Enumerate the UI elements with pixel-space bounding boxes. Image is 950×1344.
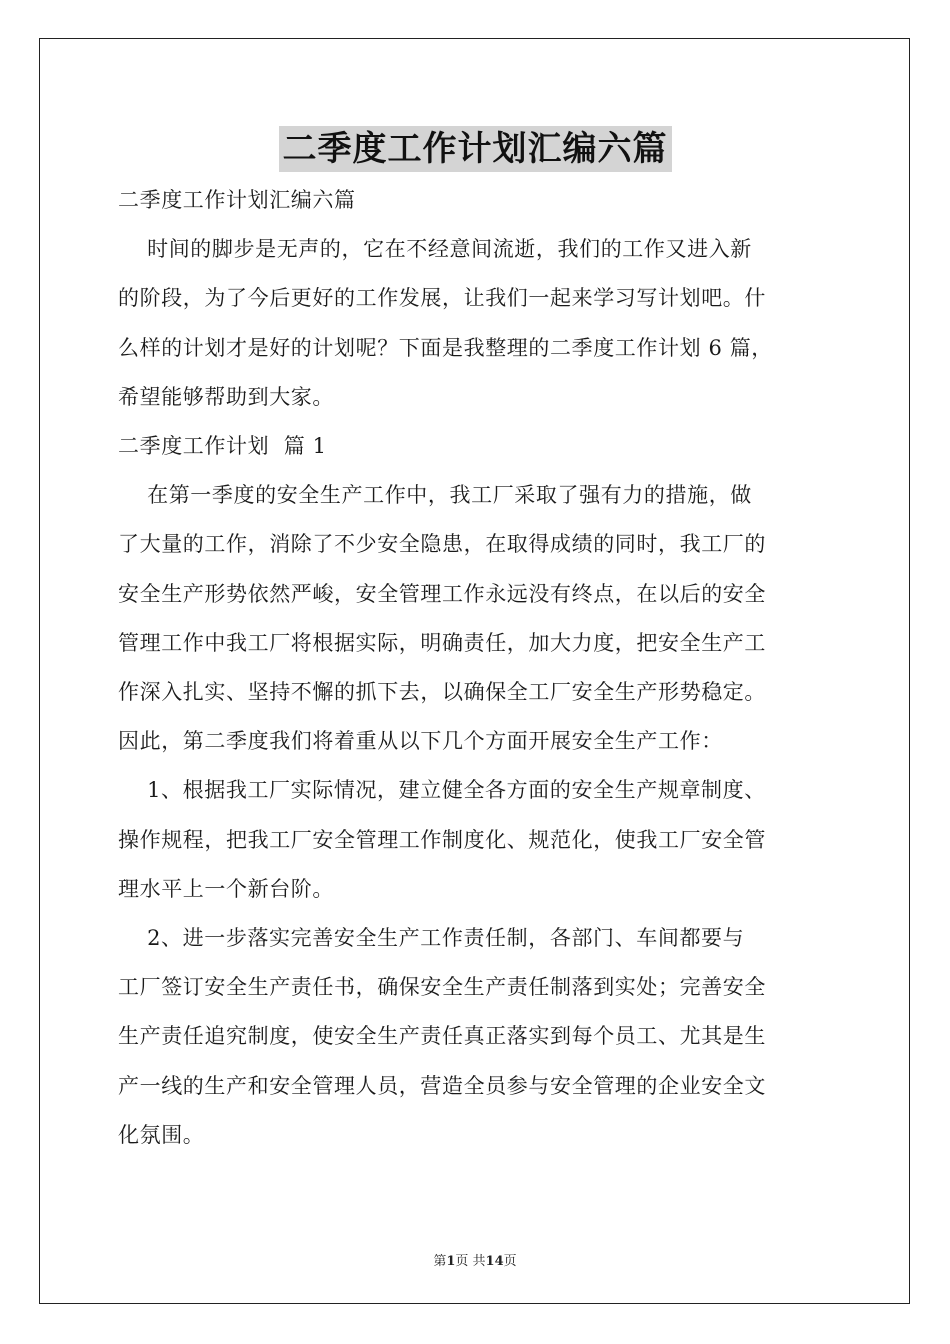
body-line: 时间的脚步是无声的，它在不经意间流逝，我们的工作又进入新 [118, 237, 752, 262]
page-suffix: 页 [503, 1254, 517, 1269]
body-line: 了大量的工作，消除了不少安全隐患，在取得成绩的同时，我工厂的 [118, 532, 766, 557]
body-line: 理水平上一个新台阶。 [118, 876, 334, 901]
page-mid: 页 共 [455, 1254, 486, 1269]
body-line: 希望能够帮助到大家。 [118, 384, 334, 409]
total-pages: 14 [485, 1254, 504, 1269]
document-title: 二季度工作计划汇编六篇 [279, 126, 672, 172]
page-number: 1 [446, 1254, 456, 1269]
subtitle-line: 二季度工作计划汇编六篇 [118, 188, 356, 212]
body-line: 么样的计划才是好的计划呢？下面是我整理的二季度工作计划 6 篇， [118, 335, 773, 360]
body-line: 工厂签订安全生产责任书，确保安全生产责任制落到实处；完善安全 [118, 975, 766, 1000]
body-line: 在第一季度的安全生产工作中，我工厂采取了强有力的措施，做 [118, 483, 752, 508]
body-line: 的阶段，为了今后更好的工作发展，让我们一起来学习写计划吧。什 [118, 286, 766, 311]
body-line: 2、进一步落实完善安全生产工作责任制，各部门、车间都要与 [118, 926, 745, 951]
page-footer [0, 1250, 950, 1269]
body-line: 化氛围。 [118, 1122, 205, 1147]
body-line: 生产责任追究制度，使安全生产责任真正落实到每个员工、尤其是生 [118, 1024, 766, 1049]
body-line: 作深入扎实、坚持不懈的抓下去，以确保全工厂安全生产形势稳定。 [118, 680, 766, 705]
body-line: 安全生产形势依然严峻，安全管理工作永远没有终点，在以后的安全 [118, 581, 766, 606]
document-body [118, 176, 834, 1160]
body-line: 操作规程，把我工厂安全管理工作制度化、规范化，使我工厂安全管 [118, 827, 766, 852]
section-heading: 二季度工作计划 篇 1 [118, 434, 327, 459]
title-container [0, 126, 950, 172]
body-line: 1、根据我工厂实际情况，建立健全各方面的安全生产规章制度、 [118, 778, 766, 803]
page-prefix: 第 [433, 1254, 447, 1269]
body-line: 管理工作中我工厂将根据实际，明确责任，加大力度，把安全生产工 [118, 630, 766, 655]
body-line: 因此，第二季度我们将着重从以下几个方面开展安全生产工作： [118, 729, 723, 754]
body-line: 产一线的生产和安全管理人员，营造全员参与安全管理的企业安全文 [118, 1073, 766, 1098]
